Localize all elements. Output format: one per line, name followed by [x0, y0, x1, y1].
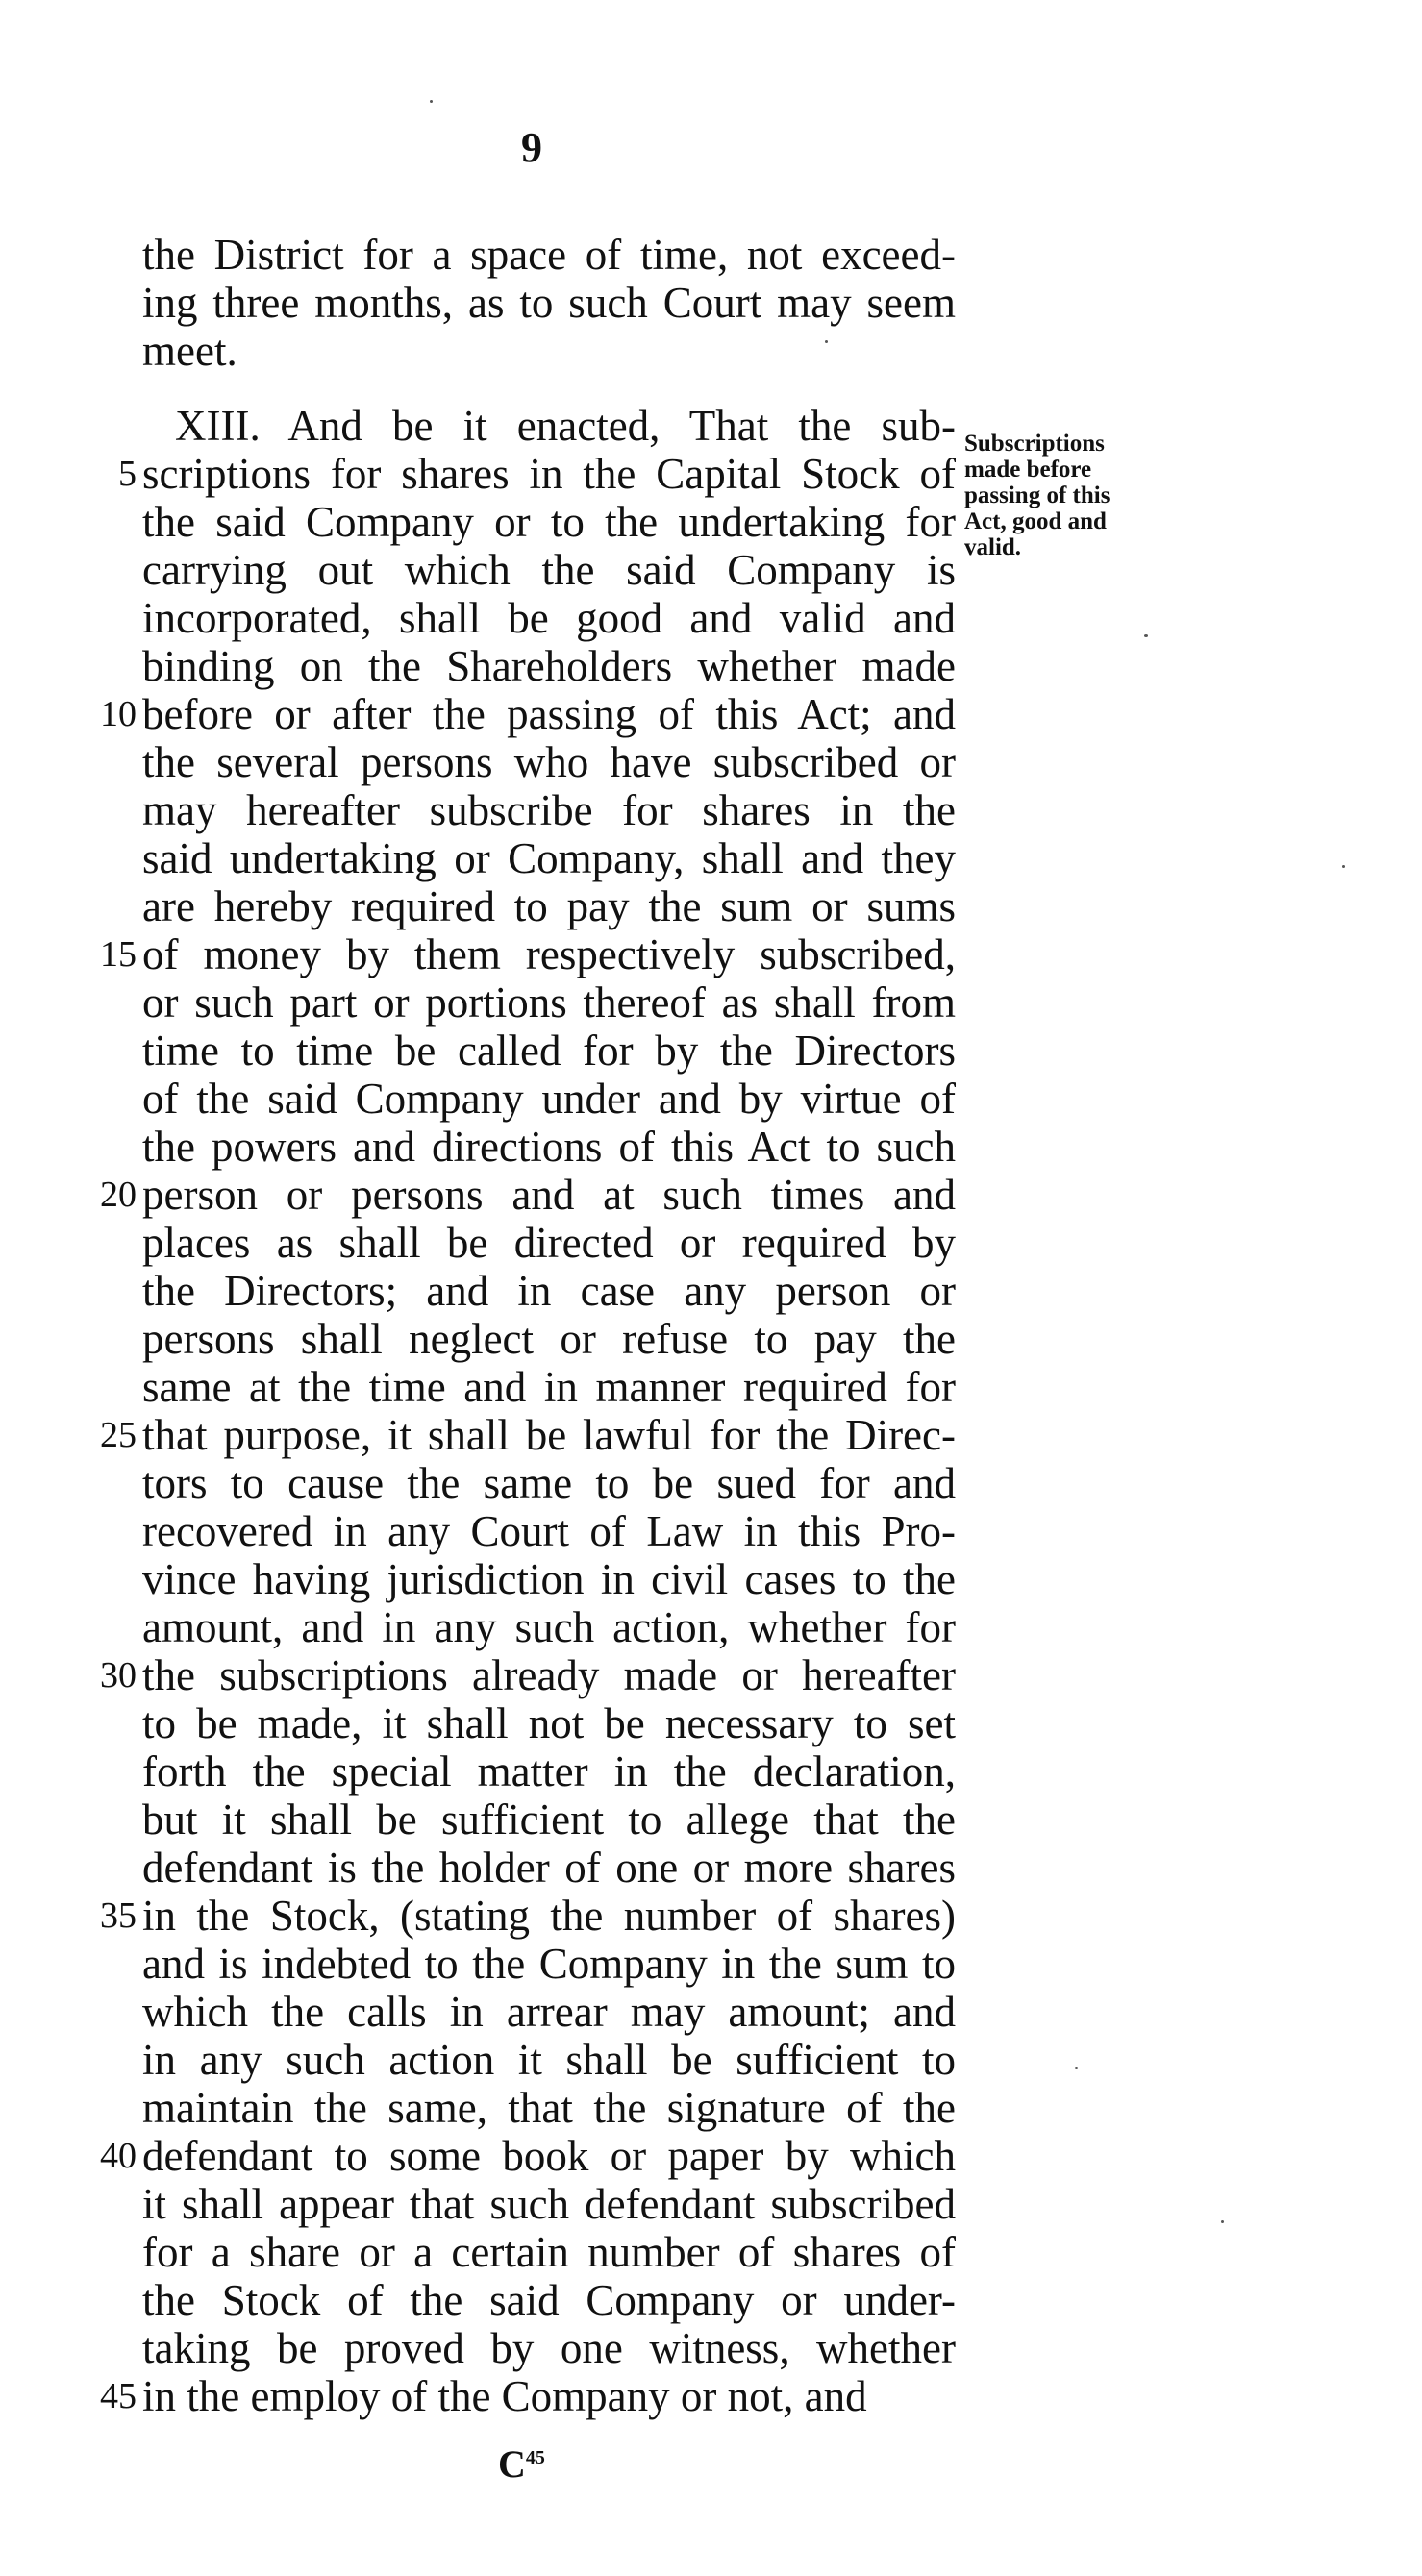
signature-number: 45 [525, 2447, 545, 2468]
paper-speck [1342, 865, 1345, 868]
margin-note-line: passing of this [964, 483, 1110, 508]
paper-speck [1075, 2067, 1078, 2069]
text-line: of money by them respectively subscribed, [142, 930, 956, 978]
text-line: time to time be called for by the Directors [142, 1027, 956, 1075]
text-line: scriptions for shares in the Capital Stock of [142, 450, 956, 498]
text-line: the several persons who have subscribed or [142, 738, 956, 786]
page-number: 9 [521, 124, 542, 171]
line-number: 45 [100, 2376, 137, 2416]
text-line: to be made, it shall not be necessary to set [142, 1699, 956, 1747]
text-line: of the said Company under and by virtue of [142, 1075, 956, 1123]
margin-note-line: valid. [964, 534, 1022, 560]
text-line: for a share or a certain number of shares of [142, 2228, 956, 2276]
text-line: that purpose, it shall be lawful for the Direc- [142, 1411, 956, 1459]
text-line: vince having jurisdiction in civil cases to the [142, 1555, 956, 1603]
text-line: person or persons and at such times and [142, 1171, 956, 1219]
line-number: 20 [100, 1175, 137, 1215]
text-line: places as shall be directed or required by [142, 1219, 956, 1267]
text-line: said undertaking or Company, shall and they [142, 834, 956, 882]
text-line: the said Company or to the undertaking for [142, 498, 956, 546]
text-line: are hereby required to pay the sum or sums [142, 882, 956, 930]
text-line: recovered in any Court of Law in this Pro- [142, 1507, 956, 1555]
text-line: the Stock of the said Company or under- [142, 2276, 956, 2324]
text-line: defendant is the holder of one or more shares [142, 1844, 956, 1892]
text-line: in the Stock, (stating the number of shares) [142, 1892, 956, 1940]
text-line: may hereafter subscribe for shares in the [142, 786, 956, 834]
text-line: in the employ of the Company or not, and [142, 2372, 867, 2420]
paper-speck [1221, 2220, 1224, 2223]
text-line: taking be proved by one witness, whether [142, 2324, 956, 2372]
margin-note-line: made before [964, 457, 1092, 483]
text-line: the subscriptions already made or hereafter [142, 1651, 956, 1699]
text-line: which the calls in arrear may amount; and [142, 1988, 956, 2036]
text-line: and is indebted to the Company in the sum to [142, 1940, 956, 1988]
line-number: 10 [100, 694, 137, 734]
text-line: ing three months, as to such Court may seem [142, 279, 956, 327]
paper-speck [1144, 634, 1148, 637]
text-line: defendant to some book or paper by which [142, 2132, 956, 2180]
line-number: 35 [100, 1895, 137, 1936]
text-line: maintain the same, that the signature of the [142, 2084, 956, 2132]
signature-mark [498, 2441, 545, 2487]
text-line: same at the time and in manner required for [142, 1363, 956, 1411]
line-number: 15 [100, 934, 137, 975]
text-line: forth the special matter in the declaration, [142, 1747, 956, 1796]
text-line: carrying out which the said Company is [142, 546, 956, 594]
text-line: or such part or portions thereof as shall from [142, 978, 956, 1027]
margin-note-line: Act, good and [964, 508, 1107, 534]
text-line: before or after the passing of this Act; and [142, 690, 956, 738]
line-number: 40 [100, 2136, 137, 2176]
text-line: the powers and directions of this Act to such [142, 1123, 956, 1171]
text-line: persons shall neglect or refuse to pay the [142, 1315, 956, 1363]
text-line: in any such action it shall be sufficient to [142, 2036, 956, 2084]
margin-note-line: Subscriptions [964, 431, 1105, 457]
line-number: 30 [100, 1655, 137, 1696]
text-line: the District for a space of time, not exceed- [142, 231, 956, 279]
signature-letter: C [498, 2442, 526, 2486]
text-line: tors to cause the same to be sued for and [142, 1459, 956, 1507]
text-line: binding on the Shareholders whether made [142, 642, 956, 690]
text-line: incorporated, shall be good and valid and [142, 594, 956, 642]
text-line: meet. [142, 327, 237, 375]
line-number: 25 [100, 1415, 137, 1455]
line-number: 5 [118, 454, 137, 494]
paper-speck [825, 340, 828, 343]
text-line: the Directors; and in case any person or [142, 1267, 956, 1315]
paper-speck [430, 100, 433, 103]
text-line: amount, and in any such action, whether for [142, 1603, 956, 1651]
margin-note [964, 431, 1176, 560]
text-line: XIII. And be it enacted, That the sub- [175, 402, 956, 450]
text-line: it shall appear that such defendant subscribed [142, 2180, 956, 2228]
text-line: but it shall be sufficient to allege that the [142, 1796, 956, 1844]
